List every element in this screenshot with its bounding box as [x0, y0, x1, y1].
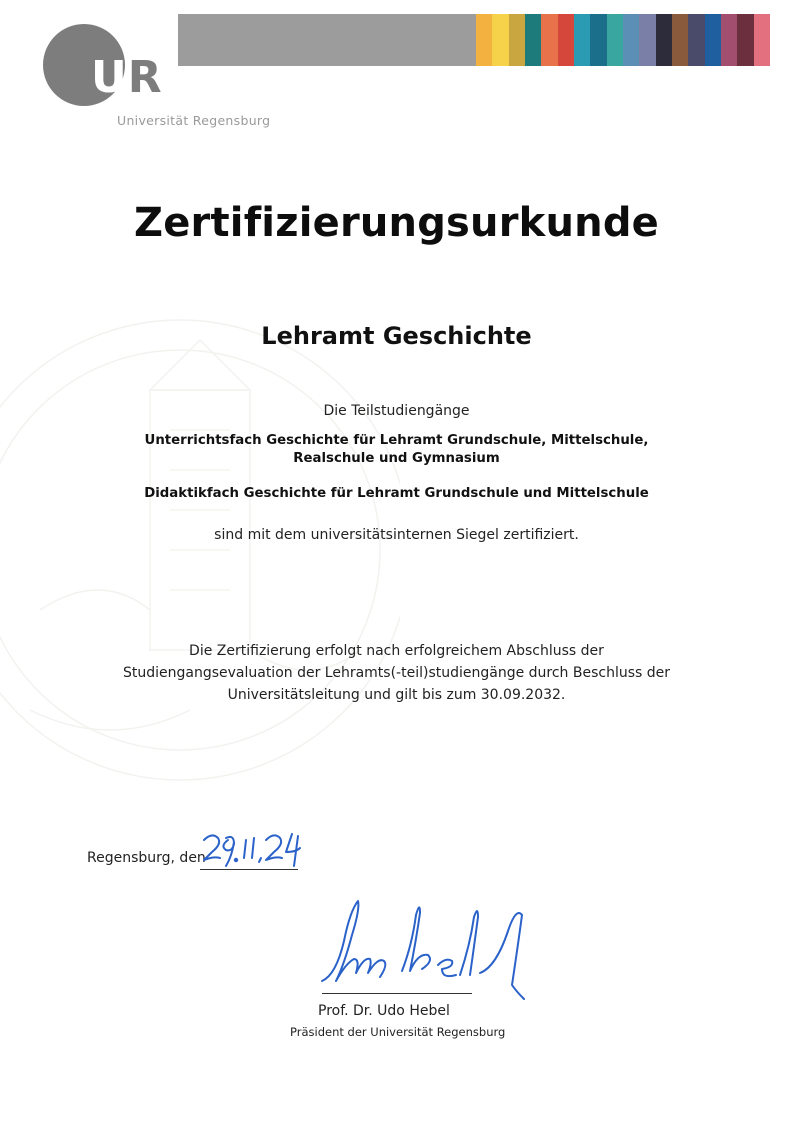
color-bar-stripe [509, 14, 525, 66]
color-bar-stripe [688, 14, 704, 66]
logo-letters: UR [91, 52, 163, 103]
intro-text: Die Teilstudiengänge [323, 403, 470, 419]
place-label: Regensburg, den [87, 850, 206, 866]
program-2: Didaktikfach Geschichte für Lehramt Grundschule und Mittelschule [144, 486, 649, 501]
color-bar-stripe [607, 14, 623, 66]
color-bar-grey-segment [178, 14, 476, 66]
program-1: Unterrichtsfach Geschichte für Lehramt Grundschule, Mittelschule, Realschule und Gymnasium [144, 433, 649, 466]
certificate-subject: Lehramt Geschichte [261, 322, 532, 350]
color-bar-stripe [492, 14, 508, 66]
signer-role: Präsident der Universität Regensburg [290, 1025, 506, 1039]
color-bar-stripe [705, 14, 721, 66]
color-bar-stripe [574, 14, 590, 66]
signature-line [322, 993, 472, 994]
header-color-bar [178, 14, 770, 66]
signer-name: Prof. Dr. Udo Hebel [318, 1003, 450, 1019]
decision-text: Die Zertifizierung erfolgt nach erfolgreichem Abschluss der Studiengangsevaluation der Lehramts(-teil)studiengänge durch Beschluss der Universitätsleitung und gilt bis zum 30.09.2032. [122, 643, 671, 703]
color-bar-stripe [558, 14, 574, 66]
certificate-title: Zertifizierungsurkunde [134, 200, 659, 246]
color-bar-stripe [590, 14, 606, 66]
color-bar-stripe [476, 14, 492, 66]
date-line [200, 869, 298, 870]
color-bar-stripe [672, 14, 688, 66]
color-bar-stripes [476, 14, 770, 66]
color-bar-stripe [541, 14, 557, 66]
color-bar-stripe [656, 14, 672, 66]
color-bar-stripe [754, 14, 770, 66]
color-bar-stripe [623, 14, 639, 66]
color-bar-stripe [525, 14, 541, 66]
color-bar-stripe [737, 14, 753, 66]
color-bar-stripe [721, 14, 737, 66]
certified-text: sind mit dem universitätsinternen Siegel zertifiziert. [214, 527, 579, 543]
color-bar-stripe [639, 14, 655, 66]
university-name: Universität Regensburg [117, 113, 271, 128]
